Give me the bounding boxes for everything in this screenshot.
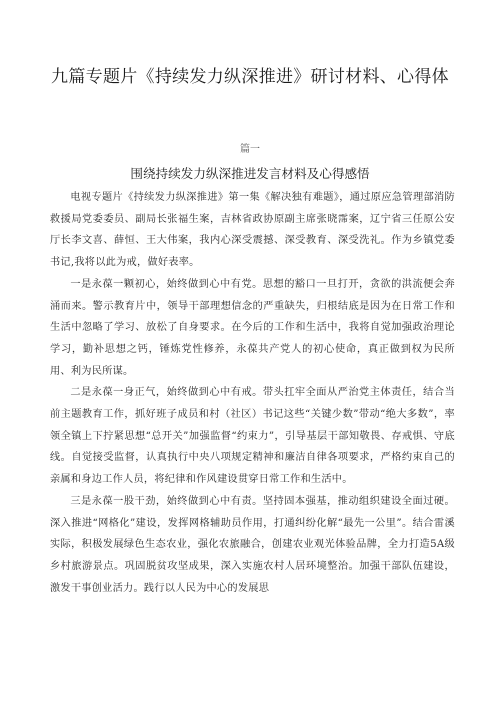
part-label: 篇一 [240,144,260,155]
paragraph: 二是永葆一身正气，始终做到心中有戒。带头扛牢全面从严治党主体责任，结合当前主题教育工作，抓好班子成员和村（社区）书记这些“关键少数”带动“绝大多数”，率领全镇上下拧紧思想“总开关”加强监督“约束力”，引导基层干部知敬畏、存戒惧、守底线。自觉接受监督，认真执行中央八项规定精神和廉洁自律各项要求，严格约束自己的亲属和身边工作人员，将纪律和作风建设贯穿日常工作和生活中。 [50,387,455,486]
paragraph: 三是永葆一股干劲，始终做到心中有责。坚持固本强基，推动组织建设全面过硬。深入推进“网格化”建设，发挥网格辅助员作用，打通纠纷化解“最先一公里”。结合雷溪实际，积极发展绿色生态农业，强化农旅融合，创建农业观光体验品牌，全力打造5A级乡村旅游景点。巩固脱贫攻坚成果，深入实施农村人居环境整治。加强干部队伍建设，激发干事创业活力。践行以人民为中心的发展思 [50,495,455,594]
section-heading: 围绕持续发力纵深推进发言材料及心得感悟 [130,166,370,181]
document-title: 九篇专题片《持续发力纵深推进》研讨材料、心得体 [51,67,449,87]
paragraph: 一是永葆一颗初心，始终做到心中有党。思想的豁口一旦打开，贪欲的洪流便会奔涌而来。警示教育片中，领导干部理想信念的严重缺失，归根结底是因为在日常工作和生活中忽略了学习、放松了自身要求。在今后的工作和生活中，我将自觉加强政治理论学习，勤补思想之钙，锤炼党性修养，永葆共产党人的初心使命，真正做到权为民所用、利为民所谋。 [50,278,455,377]
paragraph: 电视专题片《持续发力纵深推进》第一集《解决独有难题》，通过原应急管理部消防救援局党委委员、副局长张福生案，吉林省政协原副主席张晓霈案，辽宁省三任原公安厅长李文喜、薛恒、王大伟案，我内心深受震撼、深受教育、深受洗礼。作为乡镇党委书记,我将以此为戒，做好表率。 [50,192,455,269]
body-text [50,187,455,599]
